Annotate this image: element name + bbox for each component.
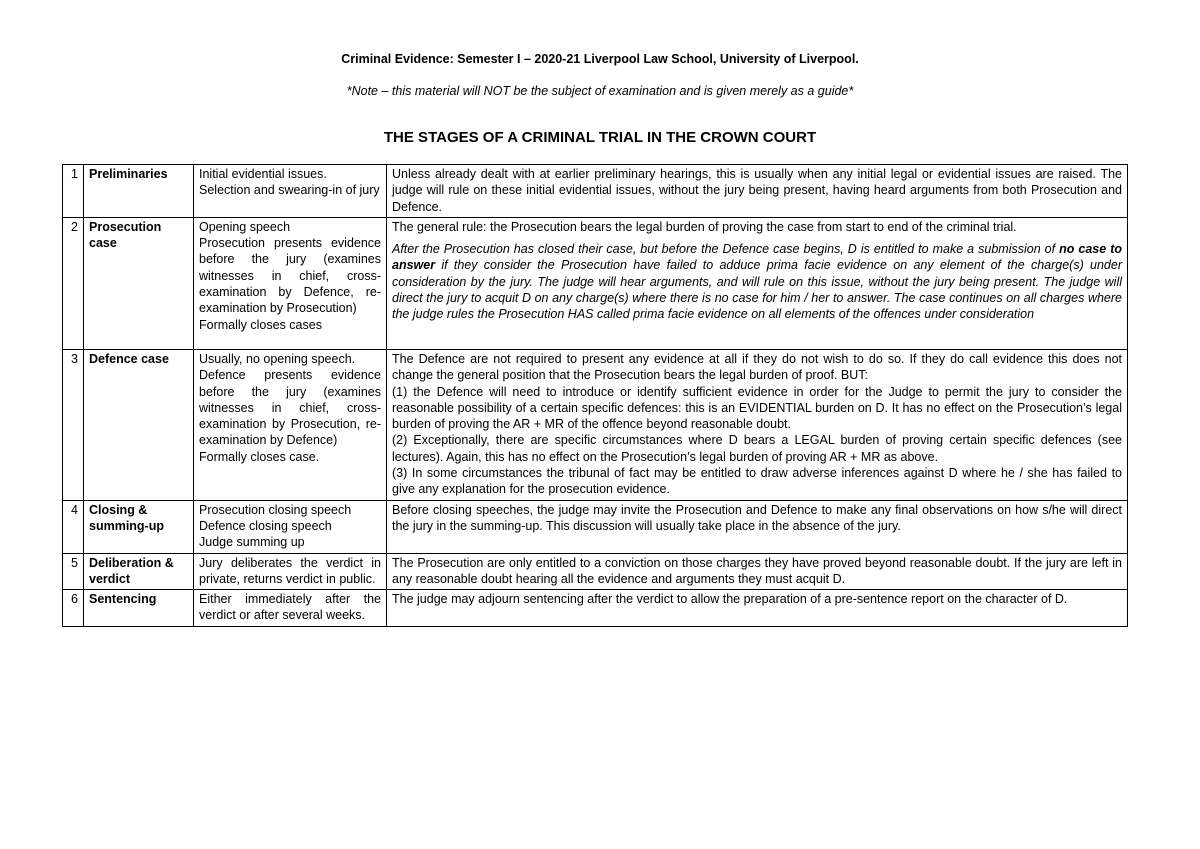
row-number: 6 [63,590,84,627]
row-number: 3 [63,349,84,500]
action-line: Formally closes case. [199,449,320,464]
action-line: Prosecution presents evidence before the jury (examines witnesses in chief, cross-examination by Defence, re-examination by Prosecution) [199,236,381,316]
description-paragraph: (3) In some circumstances the tribunal of fact may be entitled to draw adverse inferences against D where he / she has failed to give any explanation for the prosecution evidence. [392,466,1122,497]
emphasis-term: no case to answer [392,242,1122,273]
stage-name: Defence case [84,349,194,500]
row-number: 1 [63,165,84,218]
stage-description: Unless already dealt with at earlier preliminary hearings, this is usually when any initial legal or evidential issues are raised. The judge will rule on these initial evidential issues, without the jury being present, having heard arguments from both Prosecution and Defence. [387,165,1128,218]
stage-actions [194,590,387,627]
stage-name: Closing & summing-up [84,500,194,553]
table-row [63,217,1128,349]
stage-name: Sentencing [84,590,194,627]
description-paragraph: (1) the Defence will need to introduce or identify sufficient evidence in order for the Judge to permit the jury to consider the reasonable possibility of a certain specific defences: this is an EVIDENTIAL burden on D. It has no effect on the Prosecution’s legal burden of proving the AR + MR of the offence beyond reasonable doubt. [392,384,1122,432]
stage-description: The Prosecution are only entitled to a conviction on those charges they have proved beyond reasonable doubt. If the jury are left in any reasonable doubt hearing all the evidence and arguments they must acquit D. [387,553,1128,590]
stage-description: The judge may adjourn sentencing after the verdict to allow the preparation of a pre-sentence report on the character of D. [387,590,1128,627]
stage-actions [194,165,387,218]
stage-name: Prosecution case [84,217,194,349]
row-number: 4 [63,500,84,553]
action-line: Selection and swearing-in of jury [199,183,380,198]
table-row [63,500,1128,553]
action-line: Defence closing speech [199,518,332,533]
description-paragraph: The general rule: the Prosecution bears the legal burden of proving the case from start to end of the criminal trial. [392,219,1017,234]
stage-name: Preliminaries [84,165,194,218]
table-row [63,553,1128,590]
stage-name: Deliberation & verdict [84,553,194,590]
action-line: Judge summing up [199,535,305,550]
action-line: Usually, no opening speech. [199,351,356,366]
action-line: Defence presents evidence before the jury (examines witnesses in chief, cross-examination by Prosecution, re-examination by Defence) [199,368,381,448]
document-title: THE STAGES OF A CRIMINAL TRIAL IN THE CROWN COURT [383,129,817,146]
document-note: *Note – this material will NOT be the subject of examination and is given merely as a guide* [346,84,854,98]
action-line: Initial evidential issues. [199,167,327,181]
row-number: 5 [63,553,84,590]
action-line: Formally closes cases [199,317,322,332]
description-paragraph: (2) Exceptionally, there are specific circumstances where D bears a LEGAL burden of proving certain specific defences (see lectures). Again, this has no effect on the Prosecution’s legal burden of proving AR + MR as above. [392,433,1122,464]
description-paragraph: The Defence are not required to present any evidence at all if they do not wish to do so. If they do call evidence this does not change the general position that the Prosecution bears the legal burden of proof. BUT: [392,351,1122,383]
stage-actions [194,553,387,590]
action-line: Either immediately after the verdict or after several weeks. [199,592,381,623]
action-line: Jury deliberates the verdict in private, returns verdict in public. [199,555,381,586]
action-line: Prosecution closing speech [199,502,352,517]
table-row [63,165,1128,218]
document-heading: Criminal Evidence: Semester I – 2020-21 Liverpool Law School, University of Liverpool. [341,52,859,66]
stage-description: Before closing speeches, the judge may invite the Prosecution and Defence to make any final observations on how s/he will direct the jury in the summing-up. This discussion will usually take place in the absence of the jury. [387,500,1128,553]
text-run: if they consider the Prosecution have failed to adduce prima facie evidence on any element of the charge(s) under consideration by the jury. The judge will hear arguments, and will rule on this issue, without the jury being present. The judge will direct the jury to acquit D on any charge(s) where there is no case for him / her to answer. The case continues on all charges where the judge rules the Prosecution HAS called prima facie evidence on all elements of the offences under consideration [392,258,1122,322]
stage-actions [194,500,387,553]
stage-description [387,349,1128,500]
stages-table [62,164,1128,627]
row-number: 2 [63,217,84,349]
stage-actions [194,349,387,500]
stage-description [387,217,1128,349]
table-row [63,349,1128,500]
stage-actions [194,217,387,349]
action-line: Opening speech [199,219,291,234]
table-row [63,590,1128,627]
text-run: After the Prosecution has closed their case, but before the Defence case begins, D is entitled to make a submission of [392,242,1060,257]
no-case-paragraph [392,241,1122,322]
